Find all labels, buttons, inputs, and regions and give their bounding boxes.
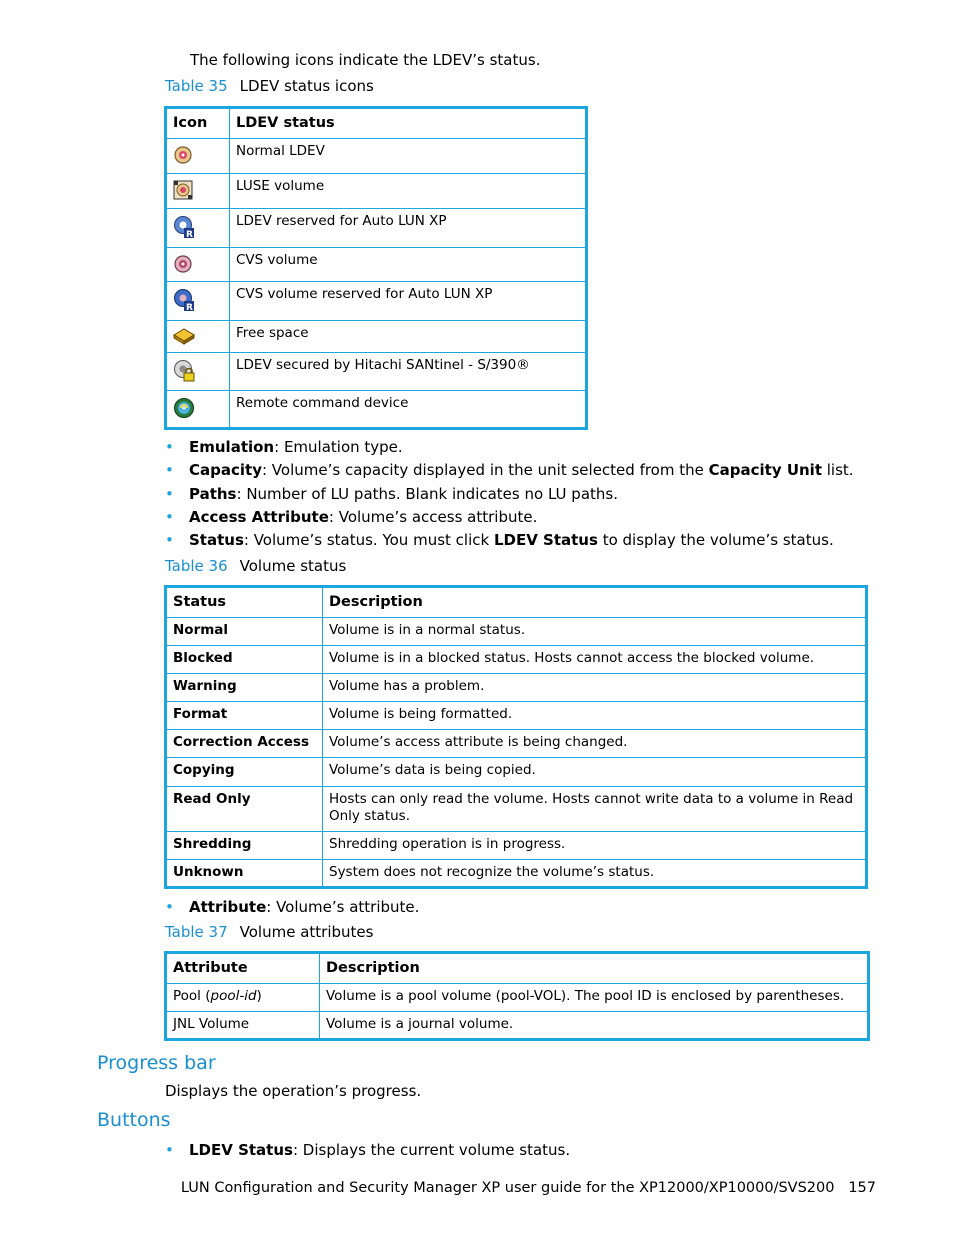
description-cell: Hosts can only read the volume. Hosts cannot write data to a volume in Read Only status. bbox=[323, 787, 867, 832]
bullet-icon: • bbox=[165, 898, 174, 916]
table-row bbox=[166, 832, 867, 860]
bullet-icon: • bbox=[165, 531, 174, 550]
table-row bbox=[166, 674, 867, 702]
table-37-header-description: Description bbox=[320, 953, 869, 984]
table-35-status-cell: CVS volume bbox=[230, 248, 587, 282]
buttons-heading: Buttons bbox=[97, 1109, 171, 1131]
bullet-text: to display the volume’s status. bbox=[597, 531, 834, 550]
table-35-number[interactable]: Table 35 bbox=[165, 77, 228, 95]
table-35-title: LDEV status icons bbox=[239, 77, 374, 95]
table-36-caption bbox=[165, 557, 346, 575]
status-cell: Normal bbox=[166, 618, 323, 646]
bullet-text: : Volume’s capacity displayed in the unit selected from the bbox=[261, 461, 709, 480]
bullet-term: LDEV Status bbox=[493, 531, 598, 550]
attribute-text: JNL Volume bbox=[173, 1016, 250, 1032]
bullet-term: Status bbox=[189, 531, 244, 550]
status-cell: Correction Access bbox=[166, 730, 323, 758]
table-35-status-cell: Remote command device bbox=[230, 391, 587, 429]
table-row bbox=[166, 248, 230, 282]
table-row bbox=[166, 209, 230, 248]
volume-attributes-table bbox=[164, 951, 870, 1041]
status-cell: Shredding bbox=[166, 832, 323, 860]
table-row bbox=[166, 391, 230, 429]
status-cell: Unknown bbox=[166, 860, 323, 888]
table-row bbox=[166, 618, 867, 646]
bullet-icon: • bbox=[165, 1141, 174, 1159]
description-cell: Volume is a pool volume (pool-VOL). The pool ID is enclosed by parentheses. bbox=[320, 984, 869, 1012]
bullet-term: Capacity bbox=[189, 461, 262, 480]
footer-text: LUN Configuration and Security Manager XP user guide for the XP12000/XP10000/SVS200 bbox=[180, 1180, 835, 1196]
table-36-title: Volume status bbox=[239, 557, 347, 575]
bullet-icon: • bbox=[165, 461, 174, 480]
table-35-status-cell: CVS volume reserved for Auto LUN XP bbox=[230, 282, 587, 321]
attribute-list bbox=[165, 898, 419, 921]
table-37-caption bbox=[165, 923, 373, 941]
cvs-volume-icon bbox=[173, 254, 193, 274]
table-36-header-status: Status bbox=[166, 587, 323, 618]
table-35-status-cell: LUSE volume bbox=[230, 174, 587, 209]
attribute-cell bbox=[166, 984, 320, 1012]
cvs-reserved-auto-lun-icon bbox=[173, 288, 195, 312]
svg-text:R: R bbox=[186, 230, 193, 239]
page-number: 157 bbox=[848, 1180, 876, 1196]
bullet-text: : Volume’s access attribute. bbox=[328, 507, 538, 526]
bullet-icon: • bbox=[165, 507, 174, 526]
bullet-term: LDEV Status bbox=[189, 1141, 293, 1159]
free-space-icon bbox=[173, 327, 195, 345]
bullet-icon: • bbox=[165, 484, 174, 503]
table-row bbox=[166, 758, 867, 787]
table-row bbox=[166, 321, 230, 353]
status-cell: Warning bbox=[166, 674, 323, 702]
bullet-text: : Displays the current volume status. bbox=[292, 1141, 571, 1159]
table-35-status-cell: LDEV reserved for Auto LUN XP bbox=[230, 209, 587, 248]
bullet-text: list. bbox=[822, 461, 854, 480]
remote-command-device-icon bbox=[173, 397, 195, 419]
progress-bar-text: Displays the operation’s progress. bbox=[165, 1082, 422, 1100]
volume-status-table bbox=[164, 585, 868, 889]
list-item bbox=[165, 898, 419, 921]
table-row bbox=[166, 787, 867, 832]
table-row bbox=[166, 353, 230, 391]
table-row bbox=[166, 702, 867, 730]
normal-ldev-icon bbox=[173, 145, 193, 165]
page-footer bbox=[181, 1180, 876, 1196]
description-cell: Volume’s access attribute is being changed. bbox=[323, 730, 867, 758]
table-row bbox=[166, 139, 230, 174]
table-37-title: Volume attributes bbox=[239, 923, 374, 941]
intro-text: The following icons indicate the LDEV’s status. bbox=[190, 51, 541, 69]
bullet-term: Access Attribute bbox=[189, 507, 329, 526]
status-cell: Blocked bbox=[166, 646, 323, 674]
ldev-reserved-auto-lun-icon bbox=[173, 215, 195, 239]
list-item bbox=[165, 461, 854, 484]
bullet-term: Emulation bbox=[189, 438, 275, 456]
list-item bbox=[165, 531, 854, 554]
table-35-header-status: LDEV status bbox=[230, 108, 587, 139]
attribute-italic: pool-id bbox=[210, 988, 257, 1004]
column-description-list bbox=[165, 438, 854, 554]
table-row bbox=[166, 1012, 869, 1040]
table-36-number[interactable]: Table 36 bbox=[165, 557, 228, 575]
table-row bbox=[166, 282, 230, 321]
list-item bbox=[165, 508, 854, 531]
bullet-term: Paths bbox=[189, 484, 237, 503]
table-35-status-cell: Normal LDEV bbox=[230, 139, 587, 174]
bullet-term: Capacity Unit bbox=[708, 461, 822, 480]
description-cell: Volume is being formatted. bbox=[323, 702, 867, 730]
table-36-header-description: Description bbox=[323, 587, 867, 618]
bullet-text: : Volume’s attribute. bbox=[266, 898, 420, 916]
list-item bbox=[165, 438, 854, 461]
ldev-status-icons-table bbox=[164, 106, 588, 430]
svg-text:R: R bbox=[186, 303, 193, 312]
progress-bar-heading: Progress bar bbox=[97, 1052, 216, 1074]
bullet-icon: • bbox=[165, 438, 174, 456]
list-item bbox=[165, 1141, 570, 1164]
description-cell: System does not recognize the volume’s status. bbox=[323, 860, 867, 888]
list-item bbox=[165, 485, 854, 508]
status-cell: Format bbox=[166, 702, 323, 730]
table-35-header-icon: Icon bbox=[166, 108, 230, 139]
description-cell: Shredding operation is in progress. bbox=[323, 832, 867, 860]
table-row bbox=[166, 984, 869, 1012]
table-row bbox=[166, 730, 867, 758]
status-cell: Read Only bbox=[166, 787, 323, 832]
table-37-header-attribute: Attribute bbox=[166, 953, 320, 984]
attribute-text: ) bbox=[256, 988, 262, 1004]
buttons-list bbox=[165, 1141, 570, 1164]
ldev-secured-icon bbox=[173, 359, 195, 383]
description-cell: Volume is in a blocked status. Hosts cannot access the blocked volume. bbox=[323, 646, 867, 674]
table-35-status-cell: Free space bbox=[230, 321, 587, 353]
bullet-term: Attribute bbox=[189, 898, 267, 916]
attribute-text: Pool ( bbox=[173, 988, 211, 1004]
bullet-text: : Number of LU paths. Blank indicates no LU paths. bbox=[236, 484, 618, 503]
luse-volume-icon bbox=[173, 180, 193, 200]
table-37-number[interactable]: Table 37 bbox=[165, 923, 228, 941]
description-cell: Volume has a problem. bbox=[323, 674, 867, 702]
table-35-status-cell: LDEV secured by Hitachi SANtinel - S/390® bbox=[230, 353, 587, 391]
table-row bbox=[166, 174, 230, 209]
bullet-text: : Volume’s status. You must click bbox=[243, 531, 494, 550]
table-row bbox=[166, 860, 867, 888]
bullet-text: : Emulation type. bbox=[274, 438, 403, 456]
description-cell: Volume’s data is being copied. bbox=[323, 758, 867, 787]
description-cell: Volume is a journal volume. bbox=[320, 1012, 869, 1040]
table-row bbox=[166, 646, 867, 674]
description-cell: Volume is in a normal status. bbox=[323, 618, 867, 646]
attribute-cell bbox=[166, 1012, 320, 1040]
status-cell: Copying bbox=[166, 758, 323, 787]
table-35-caption bbox=[165, 77, 374, 95]
